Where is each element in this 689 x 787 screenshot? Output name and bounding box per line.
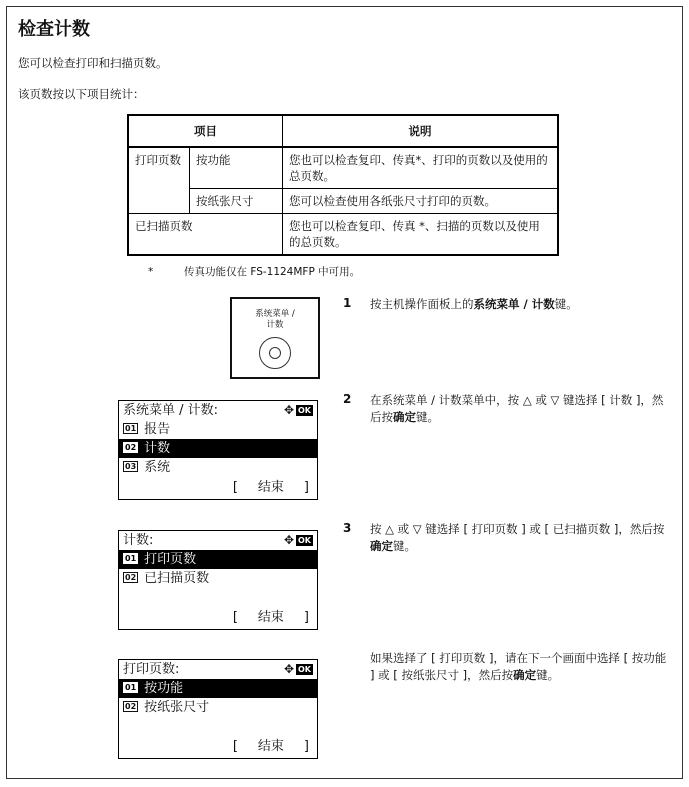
lcd-title-text: 打印页数: xyxy=(123,662,180,677)
lcd-title-text: 计数: xyxy=(123,533,154,548)
bracket-open: [ xyxy=(232,480,238,495)
cell-print-count: 打印页数 xyxy=(128,147,190,214)
end-softkey[interactable] xyxy=(119,477,317,499)
header-item: 项目 xyxy=(128,115,283,147)
cell-by-paper: 按纸张尺寸 xyxy=(190,189,283,214)
lcd-counter xyxy=(118,530,318,630)
system-menu-counter-key[interactable] xyxy=(230,297,320,379)
note-pre: 如果选择了 [ 打印页数 ]，请在下一个画面中选择 [ 按功能 ] 或 [ 按纸张尺寸 ]，然后按 xyxy=(370,651,667,682)
ok-icon: OK xyxy=(298,406,311,415)
note-bold: 确定 xyxy=(513,668,537,682)
lcd-system-menu xyxy=(118,400,318,500)
step-2-text xyxy=(370,392,670,426)
step-2-post: 键。 xyxy=(416,410,439,424)
list-item[interactable] xyxy=(119,550,317,569)
panel-label-2: 计数 xyxy=(266,320,284,330)
lcd-title xyxy=(119,531,317,550)
empty-row xyxy=(119,588,317,607)
end-label: 结束 xyxy=(257,480,284,495)
list-item[interactable] xyxy=(119,698,317,717)
count-items-table xyxy=(127,114,559,256)
lcd-title-text: 系统菜单 / 计数: xyxy=(123,403,219,418)
bracket-open: [ xyxy=(232,739,238,754)
item-number: 01 xyxy=(125,554,137,563)
panel-label-1: 系统菜单 / xyxy=(255,309,295,319)
key-button-icon xyxy=(259,337,291,369)
intro-text: 您可以检查打印和扫描页数。 xyxy=(18,56,168,70)
nav-cross-icon: ✥ xyxy=(283,662,294,676)
end-label: 结束 xyxy=(257,739,284,754)
footnote xyxy=(148,264,360,279)
step-3-number: 3 xyxy=(343,521,352,535)
step-1-post: 键。 xyxy=(554,297,578,311)
item-number: 01 xyxy=(125,683,137,692)
step-3-bold: 确定 xyxy=(370,539,393,553)
cell-scanned: 已扫描页数 xyxy=(128,214,283,256)
footnote-star: * xyxy=(148,266,154,278)
nav-ok-icons xyxy=(284,660,313,679)
item-number: 03 xyxy=(125,462,137,471)
footnote-text: 传真功能仅在 FS-1124MFP 中可用。 xyxy=(184,266,361,278)
nav-ok-icons xyxy=(284,401,313,420)
step-2-pre: 在系统菜单 / 计数菜单中，按 △ 或 ▽ 键选择 [ 计数 ]，然后按 xyxy=(370,393,664,424)
page-title: 检查计数 xyxy=(18,19,90,40)
table-row xyxy=(128,214,558,256)
bracket-close: ] xyxy=(303,610,309,625)
item-label: 打印页数 xyxy=(144,552,197,567)
note-post: 键。 xyxy=(536,668,560,682)
item-label: 已扫描页数 xyxy=(144,571,210,586)
cell-by-function: 按功能 xyxy=(190,147,283,189)
ok-icon: OK xyxy=(298,536,311,545)
item-number: 01 xyxy=(125,424,137,433)
end-softkey[interactable] xyxy=(119,736,317,758)
end-label: 结束 xyxy=(257,610,284,625)
item-number: 02 xyxy=(125,573,137,582)
step-1-text xyxy=(370,296,670,313)
list-item[interactable] xyxy=(119,458,317,477)
list-item[interactable] xyxy=(119,679,317,698)
cell-by-function-desc: 您也可以检查复印、传真*、打印的页数以及使用的总页数。 xyxy=(283,147,559,189)
ok-icon: OK xyxy=(298,665,311,674)
bracket-open: [ xyxy=(232,610,238,625)
header-desc: 说明 xyxy=(283,115,559,147)
empty-row xyxy=(119,717,317,736)
end-softkey[interactable] xyxy=(119,607,317,629)
item-number: 02 xyxy=(125,443,137,452)
table-row xyxy=(128,189,558,214)
nav-cross-icon: ✥ xyxy=(283,403,294,417)
nav-cross-icon: ✥ xyxy=(283,533,294,547)
item-label: 计数 xyxy=(144,441,171,456)
item-label: 按功能 xyxy=(144,681,184,696)
bracket-close: ] xyxy=(303,480,309,495)
step-3-pre: 按 △ 或 ▽ 键选择 [ 打印页数 ] 或 [ 已扫描页数 ]，然后按 xyxy=(370,522,665,536)
lcd-title xyxy=(119,660,317,679)
item-label: 报告 xyxy=(144,422,171,437)
step-1-pre: 按主机操作面板上的 xyxy=(370,297,474,311)
table-row xyxy=(128,147,558,189)
step-3-post: 键。 xyxy=(393,539,416,553)
item-number: 02 xyxy=(125,702,137,711)
item-label: 系统 xyxy=(144,460,171,475)
cell-by-paper-desc: 您可以检查使用各纸张尺寸打印的页数。 xyxy=(283,189,559,214)
step-1-number: 1 xyxy=(343,296,352,310)
item-label: 按纸张尺寸 xyxy=(144,700,210,715)
nav-ok-icons xyxy=(284,531,313,550)
bracket-close: ] xyxy=(303,739,309,754)
intro-text-2: 该页数按以下项目统计： xyxy=(18,87,145,101)
list-item[interactable] xyxy=(119,569,317,588)
step-2-bold: 确定 xyxy=(393,410,416,424)
lcd-print-count xyxy=(118,659,318,759)
list-item[interactable] xyxy=(119,420,317,439)
step-3-text xyxy=(370,521,670,555)
step-2-number: 2 xyxy=(343,392,352,406)
lcd-title xyxy=(119,401,317,420)
step-1-bold: 系统菜单 / 计数 xyxy=(473,297,555,311)
cell-scanned-desc: 您也可以检查复印、传真 *、扫描的页数以及使用的总页数。 xyxy=(283,214,559,256)
list-item[interactable] xyxy=(119,439,317,458)
note-text xyxy=(370,650,670,684)
